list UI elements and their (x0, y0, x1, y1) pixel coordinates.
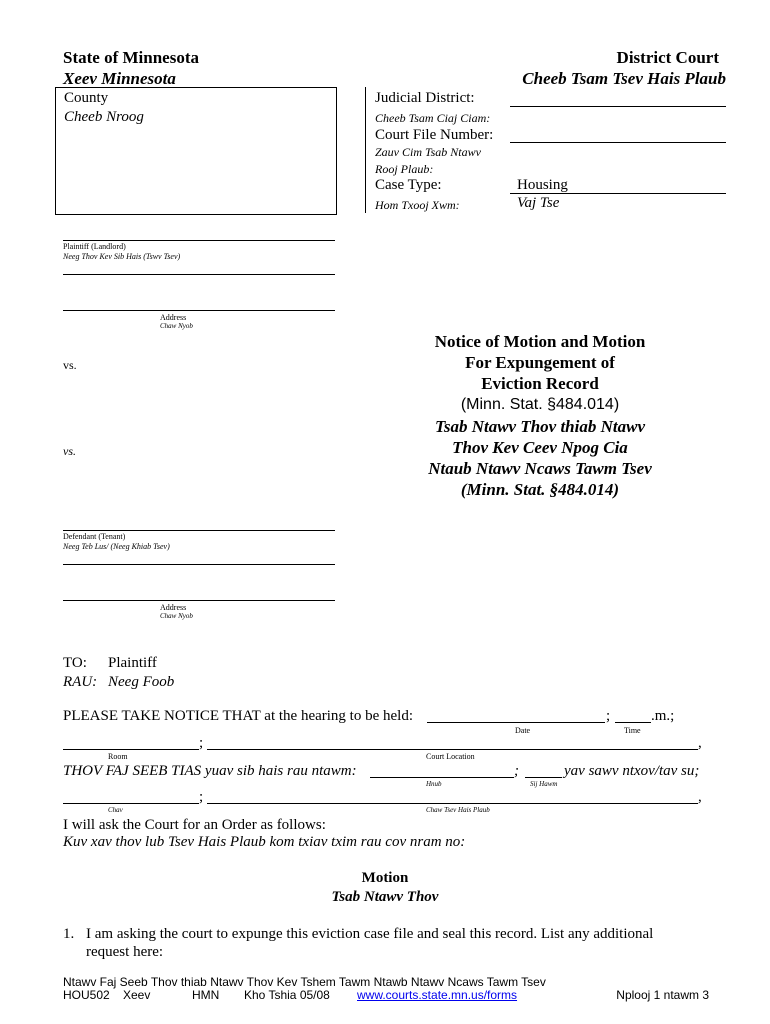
title-line2: For Expungement of (465, 353, 615, 372)
county-label: County (64, 90, 109, 106)
footer-forms-link[interactable]: www.courts.state.mn.us/forms (357, 988, 518, 1002)
defendant-address-label: Address (160, 603, 187, 612)
state-en: State of Minnesota (63, 48, 199, 67)
sij-hawm-field[interactable] (525, 777, 562, 778)
court-location-label: Court Location (426, 752, 475, 761)
defendant-label: Defendant (Tenant) (63, 532, 126, 541)
title-line6: Thov Kev Ceev Npog Cia (452, 438, 628, 457)
case-type-value-hm: Vaj Tse (517, 195, 560, 211)
judicial-district-label-hm: Cheeb Tsam Ciaj Ciam: (375, 111, 491, 125)
plaintiff-address-line2[interactable] (63, 310, 335, 311)
title-line1: Notice of Motion and Motion (434, 332, 646, 351)
notice-hm-time: yav sawv ntxov/tav su; (564, 763, 700, 779)
hearing-time-field[interactable] (615, 722, 651, 723)
to-label: TO: (63, 655, 87, 671)
time-label: Time (624, 726, 641, 735)
plaintiff-label-hm: Neeg Thov Kev Sib Hais (Tswv Tsev) (63, 252, 181, 261)
footer-language-code: HMN (192, 988, 220, 1002)
defendant-address-label-hm: Chaw Nyob (160, 612, 193, 620)
item1-text: I am asking the court to expunge this eviction case file and seal this record. List any additional (86, 926, 654, 942)
footer-page-number: Nplooj 1 ntawm 3 (616, 988, 709, 1002)
rau-value: Neeg Foob (108, 674, 175, 690)
case-type-label-hm: Hom Txooj Xwm: (375, 198, 460, 212)
footer-title: Ntawv Faj Seeb Thov thiab Ntawv Thov Kev Tshem Tawm Ntawb Ntawv Ncaws Tawm Tsev (63, 975, 546, 989)
sij-hawm-label: Sij Hawm (530, 780, 558, 788)
item1-number: 1. (63, 926, 75, 942)
county-label-hm: Cheeb Nroog (64, 109, 144, 125)
court-file-number-label: Court File Number: (375, 127, 494, 143)
title-line8: (Minn. Stat. §484.014) (460, 480, 620, 499)
court-hm: Cheeb Tsam Tsev Hais Plaub (522, 69, 726, 88)
county-box (55, 87, 337, 215)
court-file-number-label-hm1: Zauv Cim Tsab Ntawv (375, 145, 481, 159)
defendant-label-hm: Neeg Teb Lus/ (Neeg Khiab Tsev) (63, 542, 170, 551)
to-value: Plaintiff (108, 655, 157, 671)
court-en: District Court (616, 48, 719, 67)
right-fields-divider (365, 87, 366, 213)
notice-semi1: ; (606, 708, 611, 724)
court-file-number-field[interactable] (510, 142, 726, 143)
case-type-line (510, 193, 726, 194)
hnub-label: Hnub (426, 780, 442, 788)
footer-language: Xeev (123, 988, 151, 1002)
title-line5: Tsab Ntawv Thov thiab Ntawv (435, 417, 645, 436)
defendant-address-line2[interactable] (63, 600, 335, 601)
title-line4: (Minn. Stat. §484.014) (460, 396, 620, 413)
plaintiff-address-label-hm: Chaw Nyob (160, 322, 193, 330)
plaintiff-address-label: Address (160, 313, 187, 322)
notice-text-hm: THOV FAJ SEEB TIAS yuav sib hais rau ntawm: (63, 763, 357, 779)
rau-label: RAU: (63, 674, 98, 690)
ask-text: I will ask the Court for an Order as follows: (63, 817, 326, 833)
notice-m-suffix: .m.; (651, 708, 675, 724)
court-location-field[interactable] (207, 749, 698, 750)
chaw-tsev-field[interactable] (207, 803, 698, 804)
plaintiff-label: Plaintiff (Landlord) (63, 242, 126, 251)
room-label: Room (108, 752, 128, 761)
chav-field[interactable] (63, 803, 199, 804)
defendant-name-line[interactable] (63, 530, 335, 531)
judicial-district-field[interactable] (510, 106, 726, 107)
item1-text-line2: request here: (86, 944, 164, 960)
plaintiff-name-line[interactable] (63, 240, 335, 241)
notice-semi4: ; (199, 789, 204, 805)
notice-semi3: ; (514, 763, 519, 779)
chav-label: Chav (108, 806, 123, 814)
notice-comma2: , (698, 789, 702, 805)
notice-comma1: , (698, 735, 702, 751)
motion-heading: Motion (361, 870, 409, 886)
vs-label-hm: vs. (63, 444, 76, 458)
notice-semi2: ; (199, 735, 204, 751)
state-hm: Xeev Minnesota (63, 69, 176, 88)
title-line7: Ntaub Ntawv Ncaws Tawm Tsev (428, 459, 652, 478)
hearing-date-field[interactable] (427, 722, 605, 723)
case-type-label: Case Type: (375, 177, 442, 193)
court-file-number-label-hm2: Rooj Plaub: (375, 162, 434, 176)
case-type-value: Housing (517, 177, 568, 193)
footer-revision-date: Kho Tshia 05/08 (244, 988, 330, 1002)
motion-heading-hm: Tsab Ntawv Thov (331, 889, 439, 905)
notice-text: PLEASE TAKE NOTICE THAT at the hearing to be held: (63, 708, 413, 724)
footer-form-code: HOU502 (63, 988, 110, 1002)
ask-text-hm: Kuv xav thov lub Tsev Hais Plaub kom txiav txim rau cov nram no: (63, 834, 466, 850)
room-field[interactable] (63, 749, 199, 750)
plaintiff-address-line1[interactable] (63, 274, 335, 275)
vs-label: vs. (63, 358, 77, 372)
defendant-address-line1[interactable] (63, 564, 335, 565)
hnub-field[interactable] (370, 777, 514, 778)
chaw-tsev-label: Chaw Tsev Hais Plaub (426, 806, 490, 814)
judicial-district-label: Judicial District: (375, 90, 475, 106)
title-line3: Eviction Record (481, 374, 599, 393)
date-label: Date (515, 726, 531, 735)
